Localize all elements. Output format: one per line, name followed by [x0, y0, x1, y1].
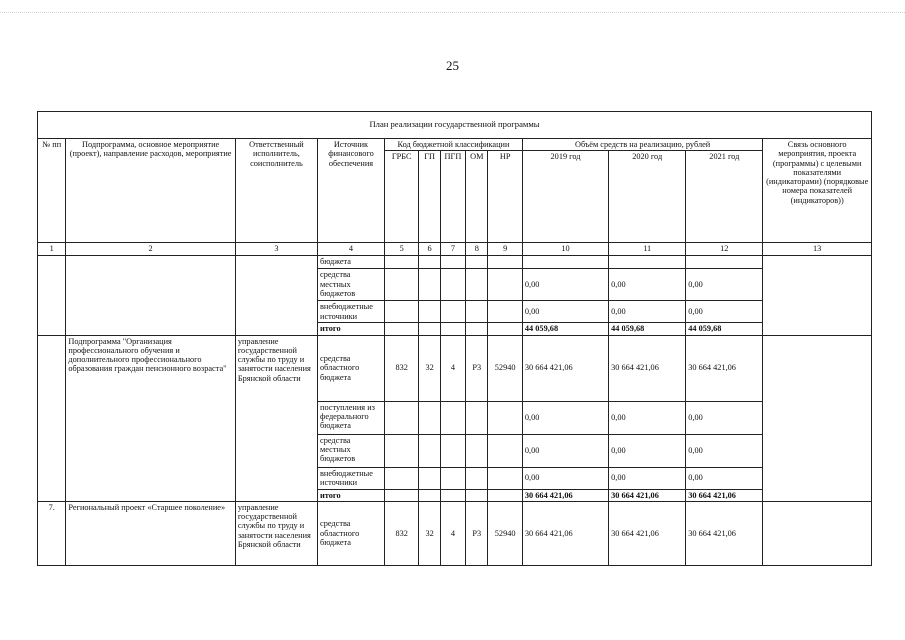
cell-2021: 44 059,68	[686, 323, 763, 335]
cell-om: Р3	[466, 501, 488, 565]
cell-source: средства местных бюджетов	[318, 434, 385, 467]
header-nr: НР	[488, 151, 522, 243]
cell-source: поступления из федерального бюджета	[318, 401, 385, 434]
header-amount: Объём средств на реализацию, рублей	[522, 139, 762, 151]
cell-2020: 0,00	[609, 269, 686, 301]
cell-2019: 0,00	[522, 434, 608, 467]
cell-om: Р3	[466, 335, 488, 401]
col-number: 5	[384, 243, 418, 256]
col-number: 10	[522, 243, 608, 256]
cell-pgp: 4	[440, 501, 465, 565]
cell-source: средства областного бюджета	[318, 335, 385, 401]
cell-2020: 44 059,68	[609, 323, 686, 335]
cell-num: 7.	[38, 501, 66, 565]
col-number: 8	[466, 243, 488, 256]
cell-2019: 30 664 421,06	[522, 501, 608, 565]
page-number: 25	[446, 58, 459, 73]
cell-2020: 0,00	[609, 434, 686, 467]
cell-name: Региональный проект «Старшее поколение»	[66, 501, 235, 565]
table-title: План реализации государственной программы	[38, 112, 872, 139]
header-om: ОМ	[466, 151, 488, 243]
header-2019: 2019 год	[522, 151, 608, 243]
cell-2020: 30 664 421,06	[609, 335, 686, 401]
col-number: 3	[235, 243, 317, 256]
cell-2019: 30 664 421,06	[522, 335, 608, 401]
cell-source: средства областного бюджета	[318, 501, 385, 565]
cell-2019: 30 664 421,06	[522, 489, 608, 501]
cell-2021: 0,00	[686, 301, 763, 323]
cell-gp: 32	[419, 501, 440, 565]
cell-2021: 0,00	[686, 467, 763, 489]
cell-num	[38, 335, 66, 501]
cell-2019: 0,00	[522, 301, 608, 323]
header-grbs: ГРБС	[384, 151, 418, 243]
cell-source: итого	[318, 489, 385, 501]
cell-2019	[522, 256, 608, 269]
cell-2021: 0,00	[686, 401, 763, 434]
header-2021: 2021 год	[686, 151, 763, 243]
cell-2019: 0,00	[522, 401, 608, 434]
header-budget-code: Код бюджетной классификации	[384, 139, 522, 151]
cell-2020: 0,00	[609, 401, 686, 434]
table-row	[38, 256, 872, 269]
cell-nr: 52940	[488, 335, 522, 401]
cell-link	[763, 501, 872, 565]
cell-source: внебюджетные источники	[318, 301, 385, 323]
cell-2019: 44 059,68	[522, 323, 608, 335]
cell-executor: управление государственной службы по труду и занятости населения Брянской области	[235, 501, 317, 565]
cell-nr: 52940	[488, 501, 522, 565]
cell-gp: 32	[419, 335, 440, 401]
cell-pgp: 4	[440, 335, 465, 401]
plan-table	[37, 111, 872, 566]
cell-link	[763, 335, 872, 501]
table-row	[38, 501, 872, 565]
header-executor: Ответственный исполнитель, соисполнитель	[235, 139, 317, 243]
col-number: 12	[686, 243, 763, 256]
col-number: 13	[763, 243, 872, 256]
cell-num	[38, 256, 66, 335]
header-gp: ГП	[419, 151, 440, 243]
col-number: 1	[38, 243, 66, 256]
col-number: 4	[318, 243, 385, 256]
header-source: Источник финансового обеспечения	[318, 139, 385, 243]
table-row	[38, 335, 872, 401]
cell-2020	[609, 256, 686, 269]
col-number: 6	[419, 243, 440, 256]
col-number: 9	[488, 243, 522, 256]
cell-2021: 0,00	[686, 269, 763, 301]
cell-2019: 0,00	[522, 269, 608, 301]
header-link: Связь основного мероприятия, проекта (программы) с целевыми показателями (индикаторами) (порядковые номера показателей (индикаторов))	[763, 139, 872, 243]
cell-grbs: 832	[384, 335, 418, 401]
cell-2020: 0,00	[609, 301, 686, 323]
col-number: 7	[440, 243, 465, 256]
cell-2020: 0,00	[609, 467, 686, 489]
header-pgp: ПГП	[440, 151, 465, 243]
header-name: Подпрограмма, основное мероприятие (проект), направление расходов, мероприятие	[66, 139, 235, 243]
col-number: 2	[66, 243, 235, 256]
cell-source: средства местных бюджетов	[318, 269, 385, 301]
cell-2021: 30 664 421,06	[686, 501, 763, 565]
cell-source: итого	[318, 323, 385, 335]
header-num: № пп	[38, 139, 66, 243]
cell-grbs: 832	[384, 501, 418, 565]
cell-2021: 0,00	[686, 434, 763, 467]
col-number: 11	[609, 243, 686, 256]
cell-2021: 30 664 421,06	[686, 335, 763, 401]
cell-link	[763, 256, 872, 335]
cell-source: внебюджетные источники	[318, 467, 385, 489]
cell-name	[66, 256, 235, 335]
column-numbers-row	[38, 243, 872, 256]
cell-2021: 30 664 421,06	[686, 489, 763, 501]
cell-2020: 30 664 421,06	[609, 501, 686, 565]
cell-name: Подпрограмма "Организация профессионального обучения и дополнительного профессионального образования граждан пенсионного возраста"	[66, 335, 235, 501]
scan-artifact-line	[0, 12, 905, 23]
cell-2020: 30 664 421,06	[609, 489, 686, 501]
cell-executor	[235, 256, 317, 335]
cell-source: бюджета	[318, 256, 385, 269]
cell-executor: управление государственной службы по труду и занятости населения Брянской области	[235, 335, 317, 501]
header-2020: 2020 год	[609, 151, 686, 243]
cell-2019: 0,00	[522, 467, 608, 489]
cell-2021	[686, 256, 763, 269]
